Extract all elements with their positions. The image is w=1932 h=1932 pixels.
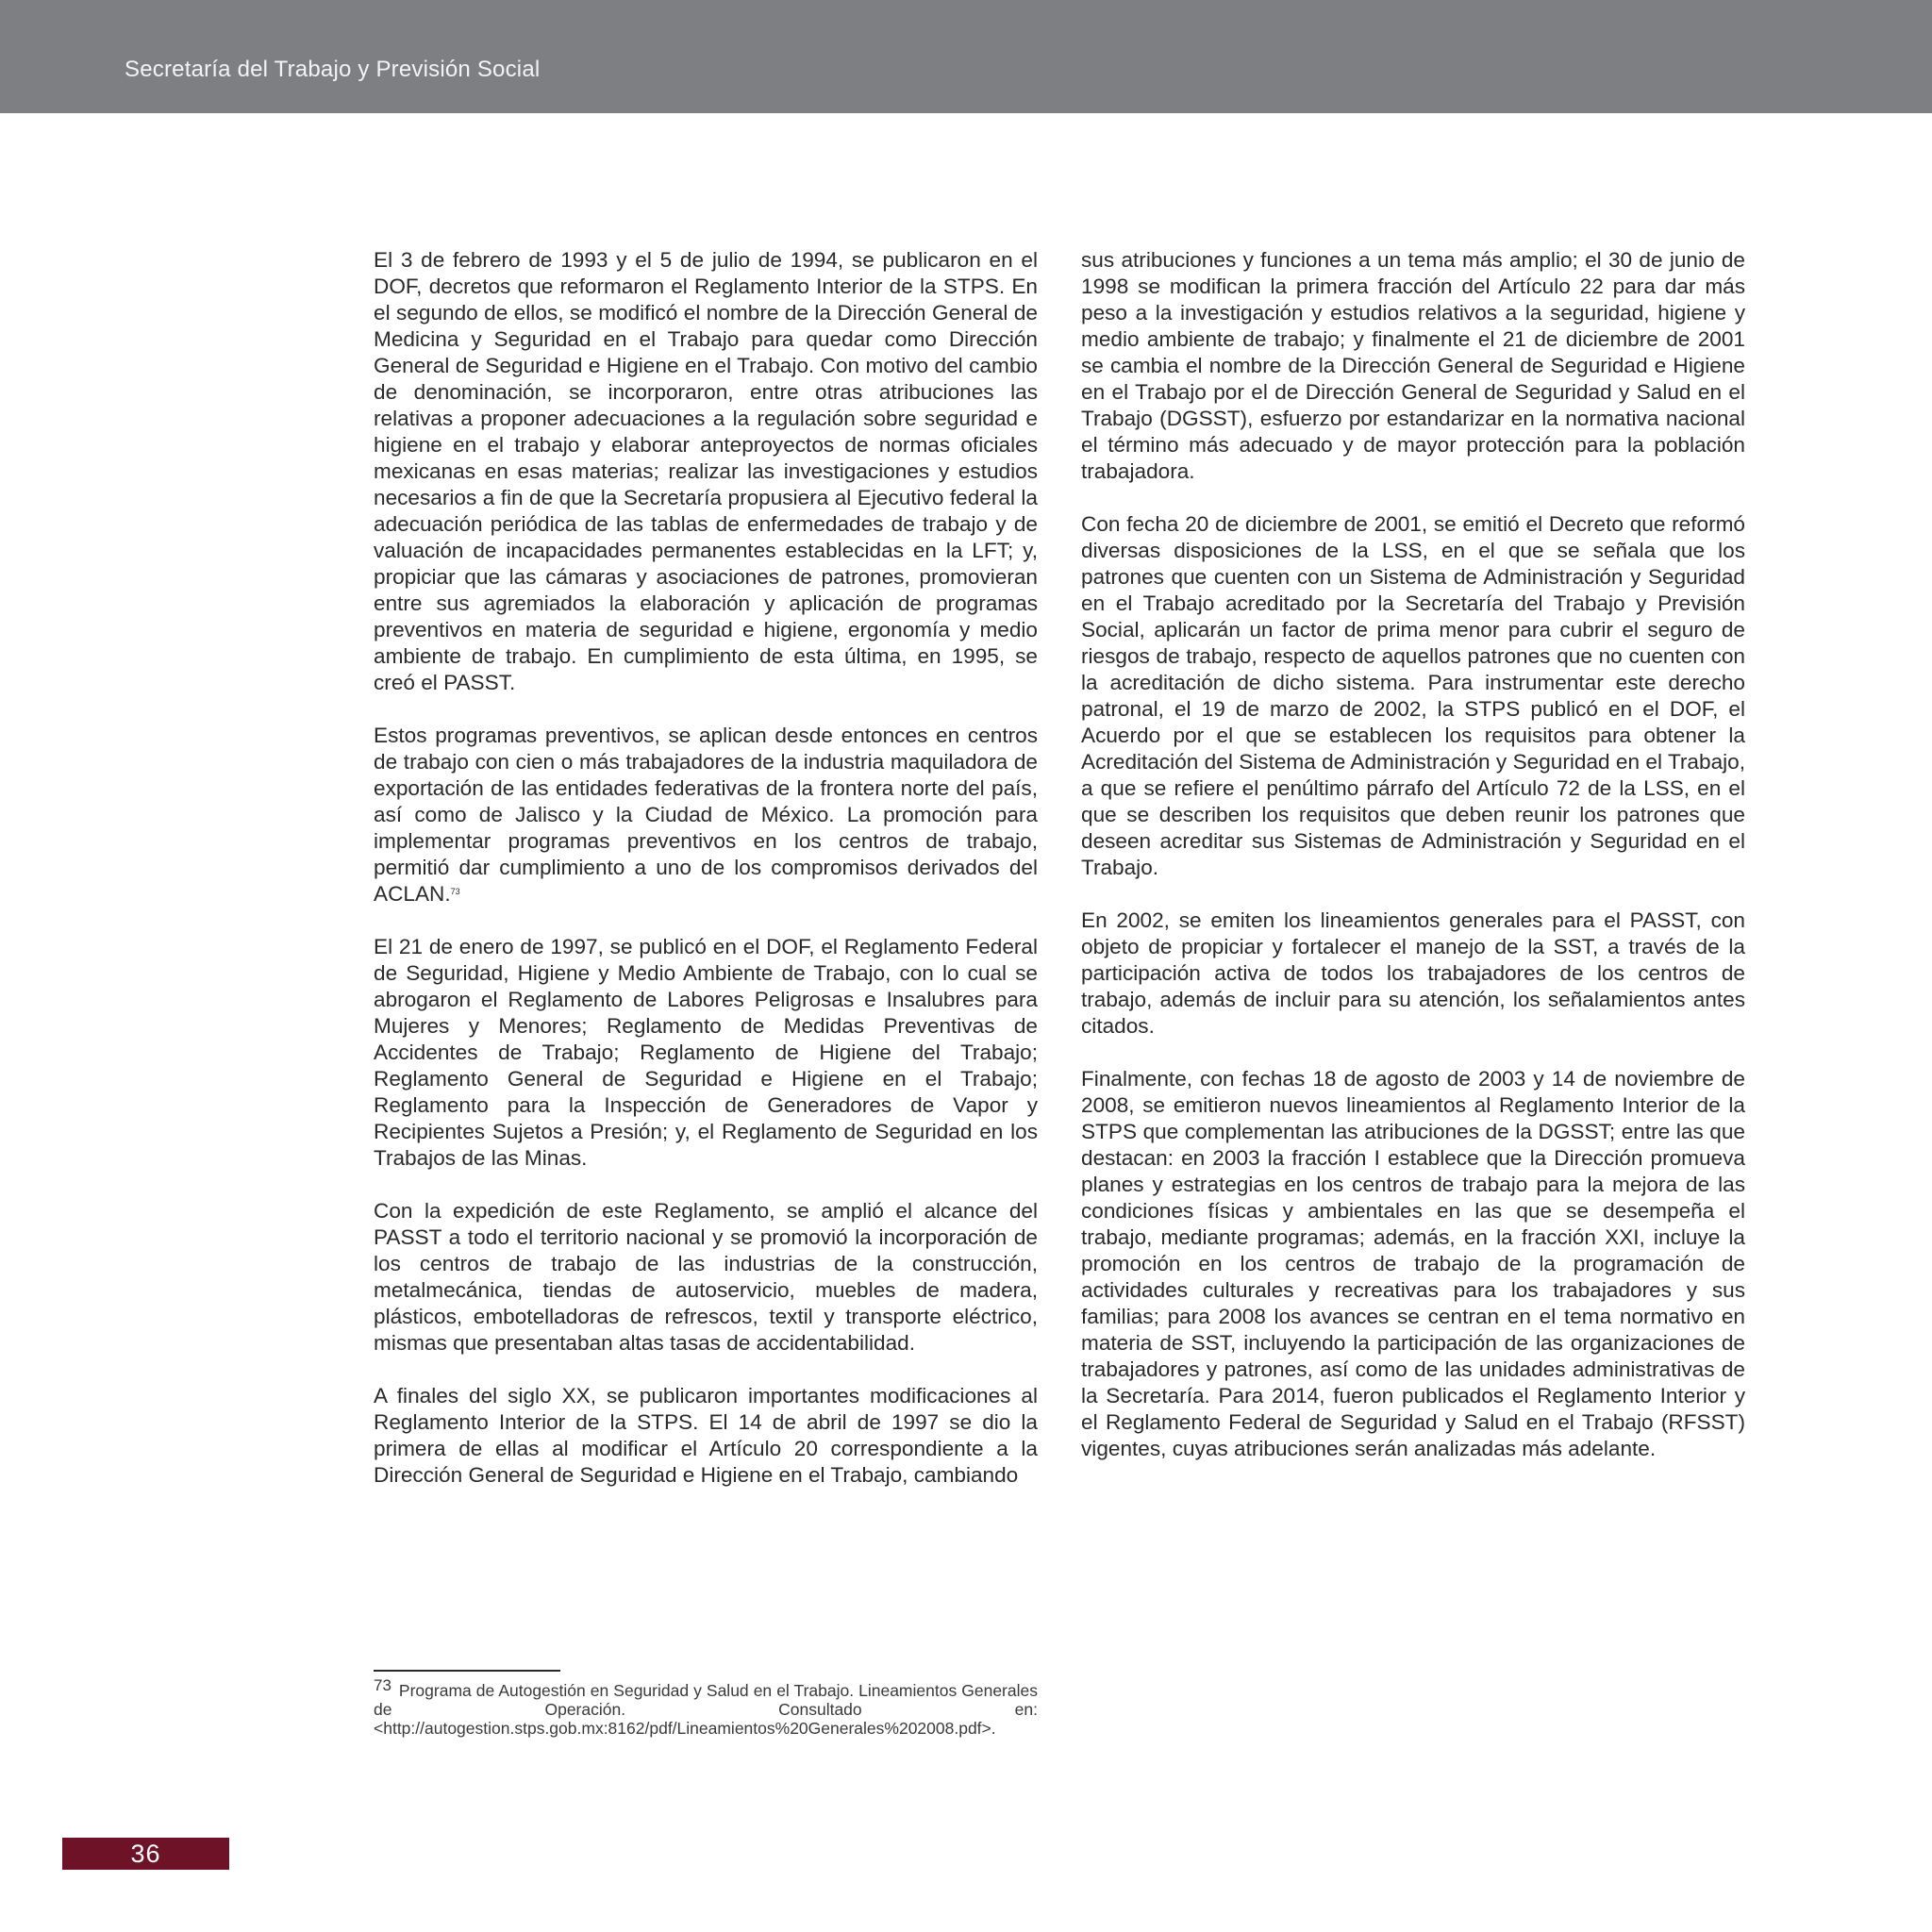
body-paragraph: Finalmente, con fechas 18 de agosto de 2003 y 14 de noviembre de 2008, se emitieron nuevos lineamientos al Reglamento Interior de la STPS que complementan las atribuciones de la DGSST; entre las que destacan: en 2003 la fracción I establece que la Dirección promueva planes y estrategias en los centros de trabajo para la mejora de las condiciones físicas y ambientales en las que se desempeña el trabajo, mediante programas; además, en la fracción XXI, incluye la promoción en los centros de trabajo de la programación de actividades culturales y recreativas para los trabajadores y sus familias; para 2008 los avances se centran en el tema normativo en materia de SST, incluyendo la participación de las organizaciones de trabajadores y patrones, así como de las unidades administrativas de la Secretaría. Para 2014, fueron publicados el Reglamento Interior y el Reglamento Federal de Seguridad y Salud en el Trabajo (RFSST) vigentes, cuyas atribuciones serán analizadas más adelante. <box>1081 1067 1745 1460</box>
left-text-column <box>374 247 1038 1515</box>
footnote-divider <box>374 1670 560 1672</box>
body-paragraph: El 21 de enero de 1997, se publicó en el DOF, el Reglamento Federal de Seguridad, Higiene y Medio Ambiente de Trabajo, con lo cual se abrogaron el Reglamento de Labores Peligrosas e Insalubres para Mujeres y Menores; Reglamento de Medidas Preventivas de Accidentes de Trabajo; Reglamento de Higiene del Trabajo; Reglamento General de Seguridad e Higiene en el Trabajo; Reglamento para la Inspección de Generadores de Vapor y Recipientes Sujetos a Presión; y, el Reglamento de Seguridad en los Trabajos de las Minas. <box>374 935 1038 1170</box>
footnote-text: Programa de Autogestión en Seguridad y Salud en el Trabajo. Lineamientos Generales de Operación. Consultado en: <http://autogestion.stps.gob.mx:8162/pdf/Lineamientos%20Generales%202008.pdf>. <box>374 1681 1038 1738</box>
right-text-column <box>1081 247 1745 1489</box>
footnote-reference[interactable]: 73 <box>450 887 460 896</box>
body-paragraph: En 2002, se emiten los lineamientos generales para el PASST, con objeto de propiciar y fortalecer el manejo de la SST, a través de la participación activa de todos los trabajadores de los centros de trabajo, además de incluir para su atención, los señalamientos antes citados. <box>1081 908 1745 1038</box>
body-paragraph <box>374 723 1038 908</box>
body-paragraph-text: Estos programas preventivos, se aplican desde entonces en centros de trabajo con cien o más trabajadores de la industria maquiladora de exportación de las entidades federativas de la frontera norte del país, así como de Jalisco y la Ciudad de México. La promoción para implementar programas preventivos en los centros de trabajo, permitió dar cumplimiento a uno de los compromisos derivados del ACLAN. <box>374 724 1038 906</box>
body-paragraph: Con fecha 20 de diciembre de 2001, se emitió el Decreto que reformó diversas disposiciones de la LSS, en el que se señala que los patrones que cuenten con un Sistema de Administración y Seguridad en el Trabajo acreditado por la Secretaría del Trabajo y Previsión Social, aplicarán un factor de prima menor para cubrir el seguro de riesgos de trabajo, respecto de aquellos patrones que no cuenten con la acreditación de dicho sistema. Para instrumentar este derecho patronal, el 19 de marzo de 2002, la STPS publicó en el DOF, el Acuerdo por el que se establecen los requisitos para obtener la Acreditación del Sistema de Administración y Seguridad en el Trabajo, a que se refiere el penúltimo párrafo del Artículo 72 de la LSS, en el que se describen los requisitos que deben reunir los patrones que deseen acreditar sus Sistemas de Administración y Seguridad en el Trabajo. <box>1081 512 1745 879</box>
header-band <box>0 0 1932 113</box>
running-header-title: Secretaría del Trabajo y Previsión Social <box>125 57 541 82</box>
page-number: 36 <box>130 1840 161 1868</box>
page-number-box <box>62 1838 229 1870</box>
body-paragraph: Con la expedición de este Reglamento, se amplió el alcance del PASST a todo el territorio nacional y se promovió la incorporación de los centros de trabajo de las industrias de la construcción, metalmecánica, tiendas de autoservicio, muebles de madera, plásticos, embotelladoras de refrescos, textil y transporte eléctrico, mismas que presentaban altas tasas de accidentabilidad. <box>374 1199 1038 1355</box>
footnote-number: 73 <box>374 1676 391 1694</box>
footnote <box>374 1676 1038 1738</box>
body-paragraph: El 3 de febrero de 1993 y el 5 de julio de 1994, se publicaron en el DOF, decretos que reformaron el Reglamento Interior de la STPS. En el segundo de ellos, se modificó el nombre de la Dirección General de Medicina y Seguridad en el Trabajo para quedar como Dirección General de Seguridad e Higiene en el Trabajo. Con motivo del cambio de denominación, se incorporaron, entre otras atribuciones las relativas a proponer adecuaciones a la regulación sobre seguridad e higiene en el trabajo y elaborar anteproyectos de normas oficiales mexicanas en esas materias; realizar las investigaciones y estudios necesarios a fin de que la Secretaría propusiera al Ejecutivo federal la adecuación periódica de las tablas de enfermedades de trabajo y de valuación de incapacidades permanentes establecidas en la LFT; y, propiciar que las cámaras y asociaciones de patrones, promovieran entre sus agremiados la elaboración y aplicación de programas preventivos en materia de seguridad e higiene, ergonomía y medio ambiente de trabajo. En cumplimiento de esta última, en 1995, se creó el PASST. <box>374 248 1038 694</box>
body-paragraph: A finales del siglo XX, se publicaron importantes modificaciones al Reglamento Interior de la STPS. El 14 de abril de 1997 se dio la primera de ellas al modificar el Artículo 20 correspondiente a la Dirección General de Seguridad e Higiene en el Trabajo, cambiando <box>374 1384 1038 1487</box>
body-paragraph: sus atribuciones y funciones a un tema más amplio; el 30 de junio de 1998 se modifican la primera fracción del Artículo 22 para dar más peso a la investigación y estudios relativos a la seguridad, higiene y medio ambiente de trabajo; y finalmente el 21 de diciembre de 2001 se cambia el nombre de la Dirección General de Seguridad e Higiene en el Trabajo por el de Dirección General de Seguridad y Salud en el Trabajo (DGSST), esfuerzo por estandarizar en la normativa nacional el término más adecuado y de mayor protección para la población trabajadora. <box>1081 248 1745 483</box>
